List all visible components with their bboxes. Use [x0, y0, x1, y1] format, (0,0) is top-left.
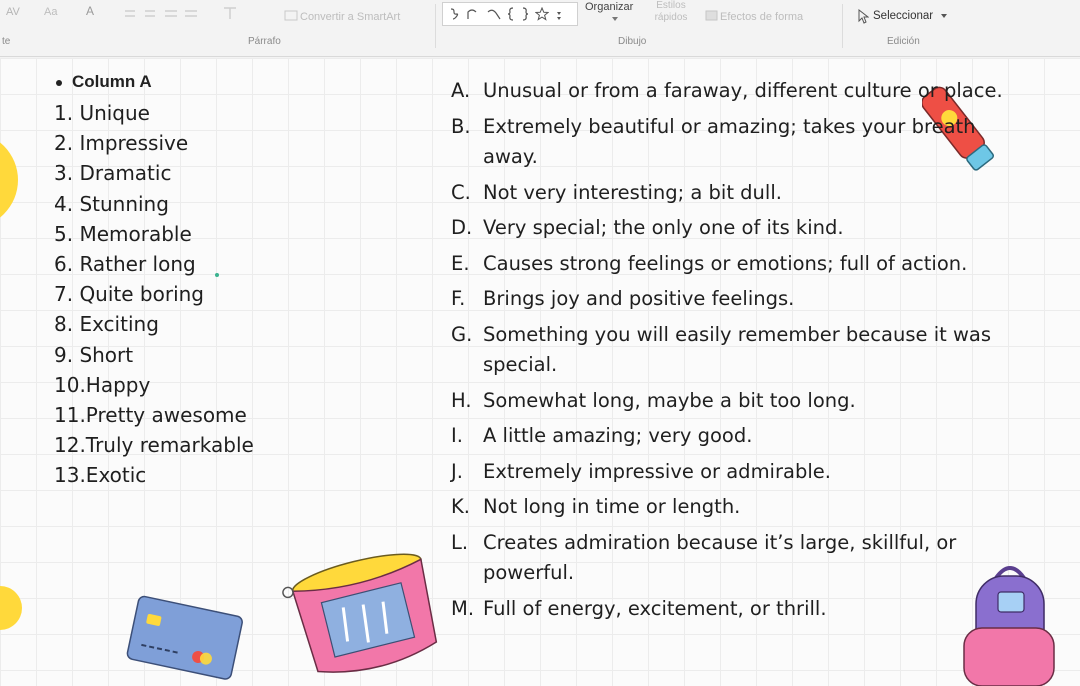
column-b-list — [451, 76, 1011, 629]
shape-effects-button[interactable]: Efectos de forma — [720, 11, 804, 23]
definition-item — [451, 178, 1011, 209]
definition-item — [451, 528, 1011, 589]
smartart-icon — [284, 10, 298, 22]
list-item: 9. Short — [54, 342, 134, 367]
definition-item — [451, 492, 1011, 523]
more-shapes-icon[interactable] — [555, 7, 563, 21]
yellow-circle-decoration — [0, 130, 22, 230]
brace-right-icon[interactable] — [521, 7, 529, 21]
slide-canvas[interactable] — [0, 58, 1080, 686]
dropdown-icon[interactable] — [941, 14, 949, 20]
definition-text: Somewhat long, maybe a bit too long. — [483, 388, 856, 412]
scribble-icon[interactable] — [449, 7, 461, 21]
definition-text: Causes strong feelings or emotions; full of action. — [483, 251, 968, 275]
quick-styles-button[interactable]: Estilos rápidos — [654, 0, 688, 23]
group-label-font: te — [2, 36, 11, 47]
select-button[interactable]: Seleccionar — [873, 10, 934, 22]
list-item: 5. Memorable — [54, 221, 192, 246]
definition-letter: H. — [451, 388, 472, 412]
group-label-editing: Edición — [887, 36, 920, 47]
definition-text: Extremely beautiful or amazing; takes your breath away. — [483, 114, 976, 168]
pencil-case-sticker — [282, 546, 452, 686]
yellow-dot-decoration — [0, 578, 42, 638]
definition-letter: K. — [451, 495, 470, 518]
definition-item — [451, 284, 1011, 315]
definition-letter: I. — [451, 424, 463, 447]
definition-text: Something you will easily remember because it was special. — [483, 322, 992, 376]
list-item: 1. Unique — [54, 101, 150, 125]
definition-text: Unusual or from a faraway, different culture or place. — [483, 79, 1003, 102]
list-item: 10.Happy — [54, 372, 151, 397]
group-label-drawing: Dibujo — [618, 36, 647, 47]
list-item: 12.Truly remarkable — [54, 433, 254, 458]
definition-letter: B. — [451, 114, 471, 138]
definition-letter: A. — [451, 79, 471, 102]
bullet-icon — [56, 80, 62, 86]
definition-item — [451, 386, 1011, 417]
font-color-button[interactable]: A — [86, 4, 95, 18]
definition-item — [451, 594, 1011, 625]
definition-letter: E. — [451, 251, 470, 275]
definition-letter: C. — [451, 180, 471, 204]
definition-item — [451, 76, 1011, 107]
column-a-list — [54, 98, 254, 490]
curve-shape-icon[interactable] — [487, 7, 501, 21]
bullets-icon[interactable] — [125, 8, 215, 20]
cursor-icon — [857, 9, 869, 24]
credit-card-sticker — [122, 588, 250, 686]
definition-text: Full of energy, excitement, or thrill. — [483, 596, 827, 620]
shapes-gallery[interactable] — [442, 2, 578, 26]
list-item: 6. Rather long — [54, 251, 196, 276]
ribbon-toolbar — [0, 0, 1080, 57]
definition-item — [451, 213, 1011, 244]
convert-smartart-button[interactable]: Convertir a SmartArt — [300, 11, 401, 23]
definition-item — [451, 421, 1011, 452]
text-shadow-button[interactable]: AV — [6, 6, 20, 18]
list-item: 7. Quite boring — [54, 282, 204, 307]
group-label-paragraph: Párrafo — [248, 36, 281, 47]
definition-text: Brings joy and positive feelings. — [483, 287, 795, 310]
dropdown-icon[interactable] — [612, 17, 620, 23]
organize-button[interactable]: Organizar — [585, 1, 634, 13]
list-item: 13.Exotic — [54, 463, 147, 488]
definition-letter: G. — [451, 322, 473, 346]
definition-letter: J. — [451, 459, 463, 483]
star-icon[interactable] — [535, 7, 549, 21]
column-a-title: Column A — [72, 72, 152, 91]
line-shape-icon[interactable] — [467, 7, 481, 21]
definition-text: Extremely impressive or admirable. — [483, 459, 831, 483]
definition-text: Creates admiration because it’s large, skillful, or powerful. — [483, 530, 957, 584]
definition-text: A little amazing; very good. — [483, 424, 753, 447]
list-item: 8. Exciting — [54, 312, 159, 337]
list-item: 11.Pretty awesome — [54, 402, 247, 427]
definition-text: Not very interesting; a bit dull. — [483, 180, 782, 204]
definition-letter: F. — [451, 287, 466, 310]
list-item: 4. Stunning — [54, 191, 169, 216]
definition-text: Very special; the only one of its kind. — [483, 216, 844, 239]
definition-item — [451, 249, 1011, 280]
definition-text: Not long in time or length. — [483, 495, 741, 518]
shape-effects-icon — [705, 10, 718, 21]
definition-letter: L. — [451, 530, 469, 554]
definition-letter: M. — [451, 596, 475, 620]
definition-item — [451, 457, 1011, 488]
separator — [435, 4, 436, 48]
separator — [842, 4, 843, 48]
brace-left-icon[interactable] — [507, 7, 515, 21]
column-a-heading — [56, 72, 152, 92]
text-direction-icon[interactable] — [222, 6, 238, 20]
definition-letter: D. — [451, 216, 473, 239]
definition-item — [451, 320, 1011, 381]
definition-item — [451, 112, 1011, 173]
change-case-button[interactable]: Aa — [44, 6, 58, 18]
list-item: 2. Impressive — [54, 131, 189, 156]
list-item: 3. Dramatic — [54, 161, 172, 186]
